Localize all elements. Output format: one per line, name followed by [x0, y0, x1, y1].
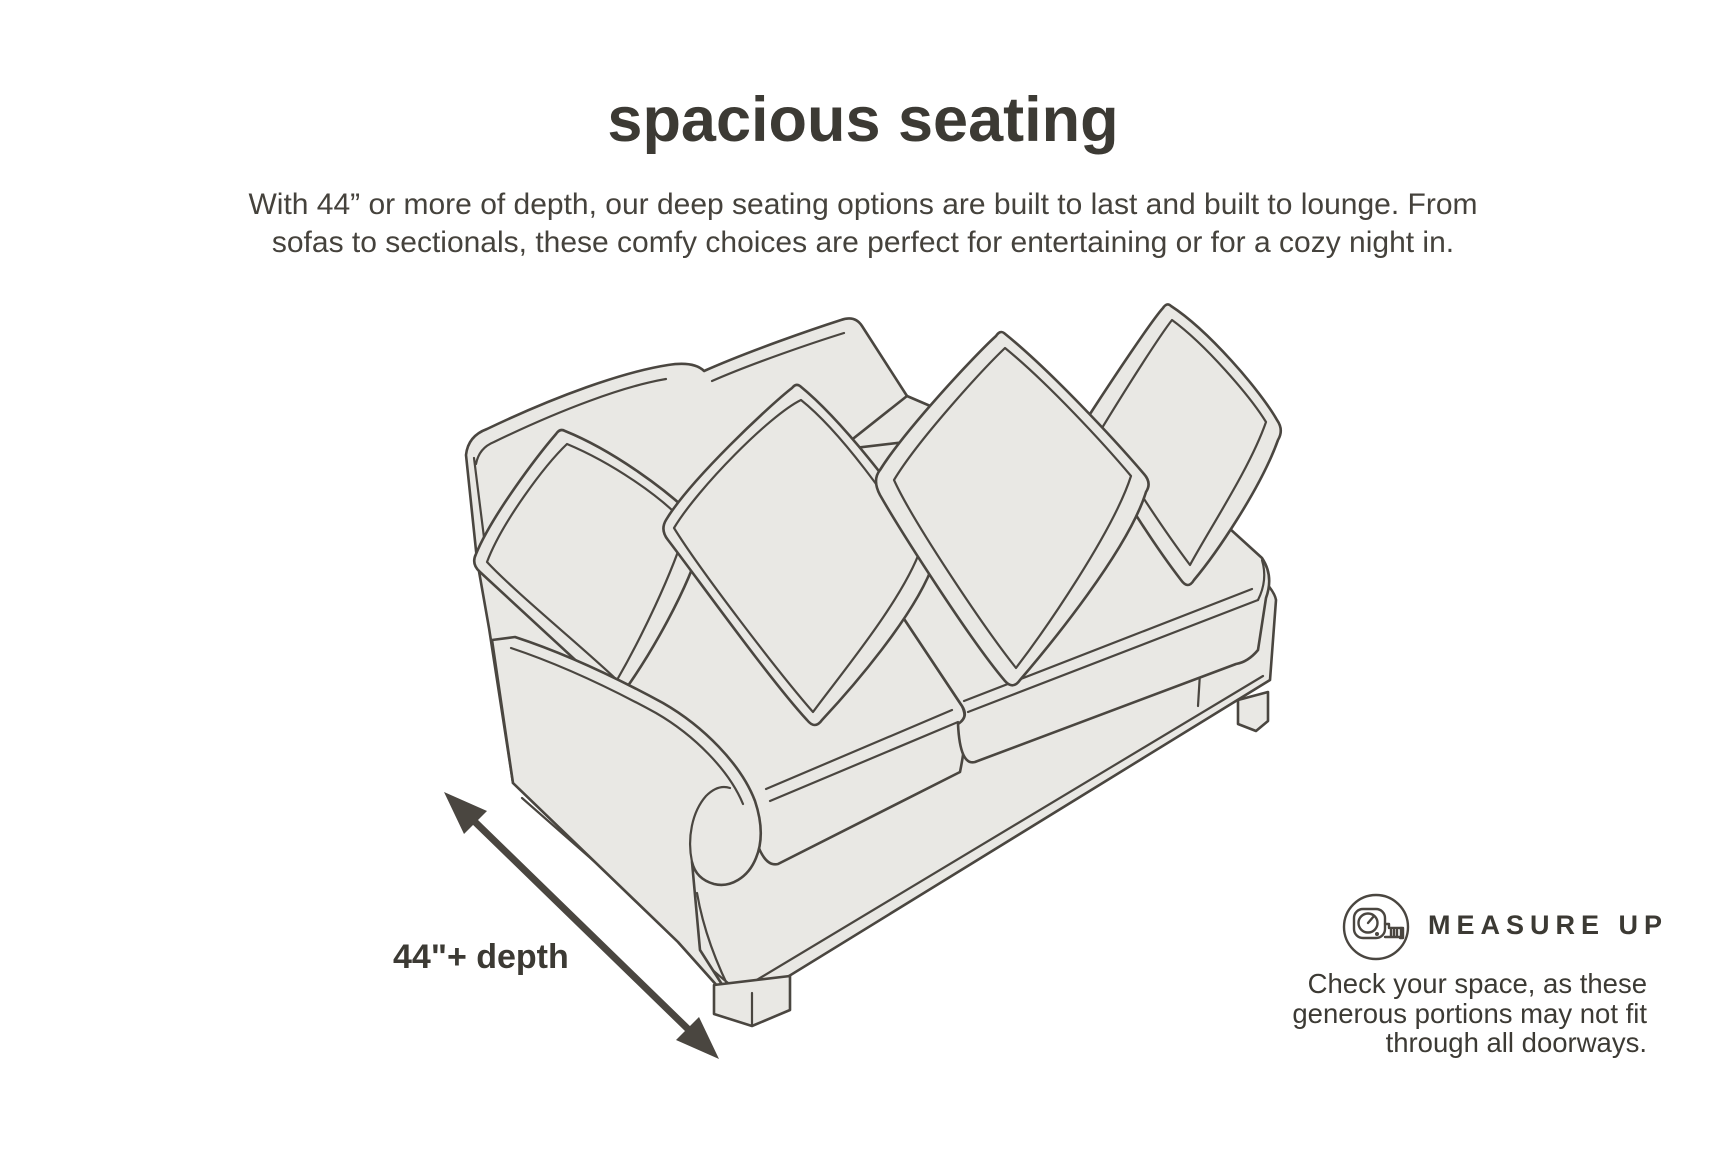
measure-up-line-1: Check your space, as these — [1307, 968, 1647, 999]
measure-up-line-2: generous portions may not fit — [1292, 997, 1647, 1029]
intro-line-2: sofas to sectionals, these comfy choices are perfect for entertaining or for a cozy night in. — [271, 226, 1455, 259]
measure-up-note — [1255, 969, 1647, 1058]
measure-up-line-3: through all doorways. — [1385, 1027, 1647, 1058]
intro-line-1: With 44” or more of depth, our deep seating options are built to last and built to lounge. From — [248, 188, 1478, 221]
sofa-right-foot — [1238, 692, 1268, 731]
tape-measure-icon — [1341, 892, 1411, 962]
measure-up-heading: MEASURE UP — [1428, 910, 1669, 940]
sofa-illustration — [466, 304, 1281, 1026]
sofa-front-foot — [714, 976, 790, 1026]
page-title: spacious seating — [607, 85, 1119, 155]
depth-dimension-label: 44"+ depth — [393, 938, 569, 976]
